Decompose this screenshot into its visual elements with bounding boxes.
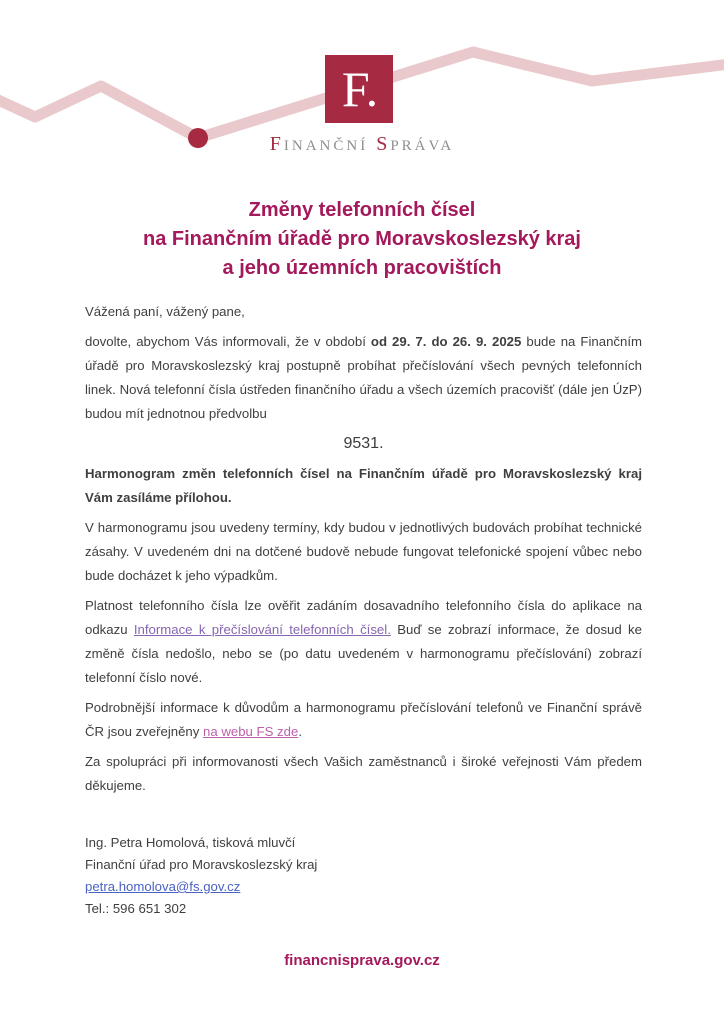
signature-office: Finanční úřad pro Moravskoslezský kraj [85,857,318,872]
title-line-3: a jeho územních pracovištích [222,257,502,279]
paragraph-period-dates: od 29. 7. do 26. 9. 2025 [370,334,522,349]
wordmark-initial-f: F [269,133,284,155]
renumbering-info-link[interactable]: Informace k přečíslování telefonních čísel. [133,622,391,637]
paragraph-period-text-2: bude na Finančním úřadě pro Moravskoslezský kraj postupně probíhat přečíslování všech pevných telefonních linek. Nová telefonní čísla ústředen finančního úřadu a všech územích pracovišť (dále jen ÚzP) budou mít jednotnou předvolbu [85,334,642,421]
fs-web-link[interactable]: na webu FS zde [203,724,299,739]
wordmark-rest-2: PRÁVA [390,138,455,154]
signature-phone: Tel.: 596 651 302 [85,901,187,916]
paragraph-validity [85,594,642,690]
paragraph-thanks: Za spolupráci při informovanosti všech Vašich zaměstnanců i široké veřejnosti Vám předem děkujeme. [85,754,642,793]
letter-body [85,300,642,798]
wordmark-rest-1: INANČNÍ [283,138,369,154]
paragraph-more-info [85,696,642,744]
page-title [0,196,724,283]
logo-wordmark [0,133,724,156]
finanncni-sprava-logo [325,55,393,123]
signature-block [85,832,642,920]
paragraph-more-info-text-1: Podrobnější informace k důvodům a harmonogramu přečíslování telefonů ve Finanční správě ČR jsou zveřejněny [85,700,642,739]
prefix-number: 9531. [343,435,384,452]
footer-website: financnisprava.gov.cz [284,952,440,969]
paragraph-validity-text-2: Buď se zobrazí informace, že dosud ke změně čísla nedošlo, nebo se (po datu uvedeném v harmonogramu přečíslování) zobrazí telefonní číslo nové. [85,622,642,685]
logo-monogram: F. [341,61,379,117]
signature-name: Ing. Petra Homolová, tisková mluvčí [85,835,296,850]
paragraph-validity-text-1: Platnost telefonního čísla lze ověřit zadáním dosavadního telefonního čísla do aplikace na odkazu [85,598,642,637]
salutation: Vážená paní, vážený pane, [85,304,245,319]
header [0,0,724,170]
paragraph-schedule-details: V harmonogramu jsou uvedeny termíny, kdy budou v jednotlivých budovách probíhat technické zásahy. V uvedeném dni na dotčené budově nebude fungovat telefonické spojení vůbec nebo bude docházet k jeho výpadkům. [85,520,642,583]
wordmark-initial-s: S [376,133,391,155]
paragraph-schedule-attachment: Harmonogram změn telefonních čísel na Finančním úřadě pro Moravskoslezský kraj Vám zasíláme přílohou. [85,466,642,505]
title-line-2: na Finančním úřadě pro Moravskoslezský kraj [143,228,581,250]
paragraph-period-text-1: dovolte, abychom Vás informovali, že v období [85,334,371,349]
email-link[interactable]: petra.homolova@fs.gov.cz [85,879,241,894]
paragraph-more-info-text-2: . [298,724,302,739]
title-line-1: Změny telefonních čísel [248,199,476,221]
paragraph-period [85,330,642,426]
